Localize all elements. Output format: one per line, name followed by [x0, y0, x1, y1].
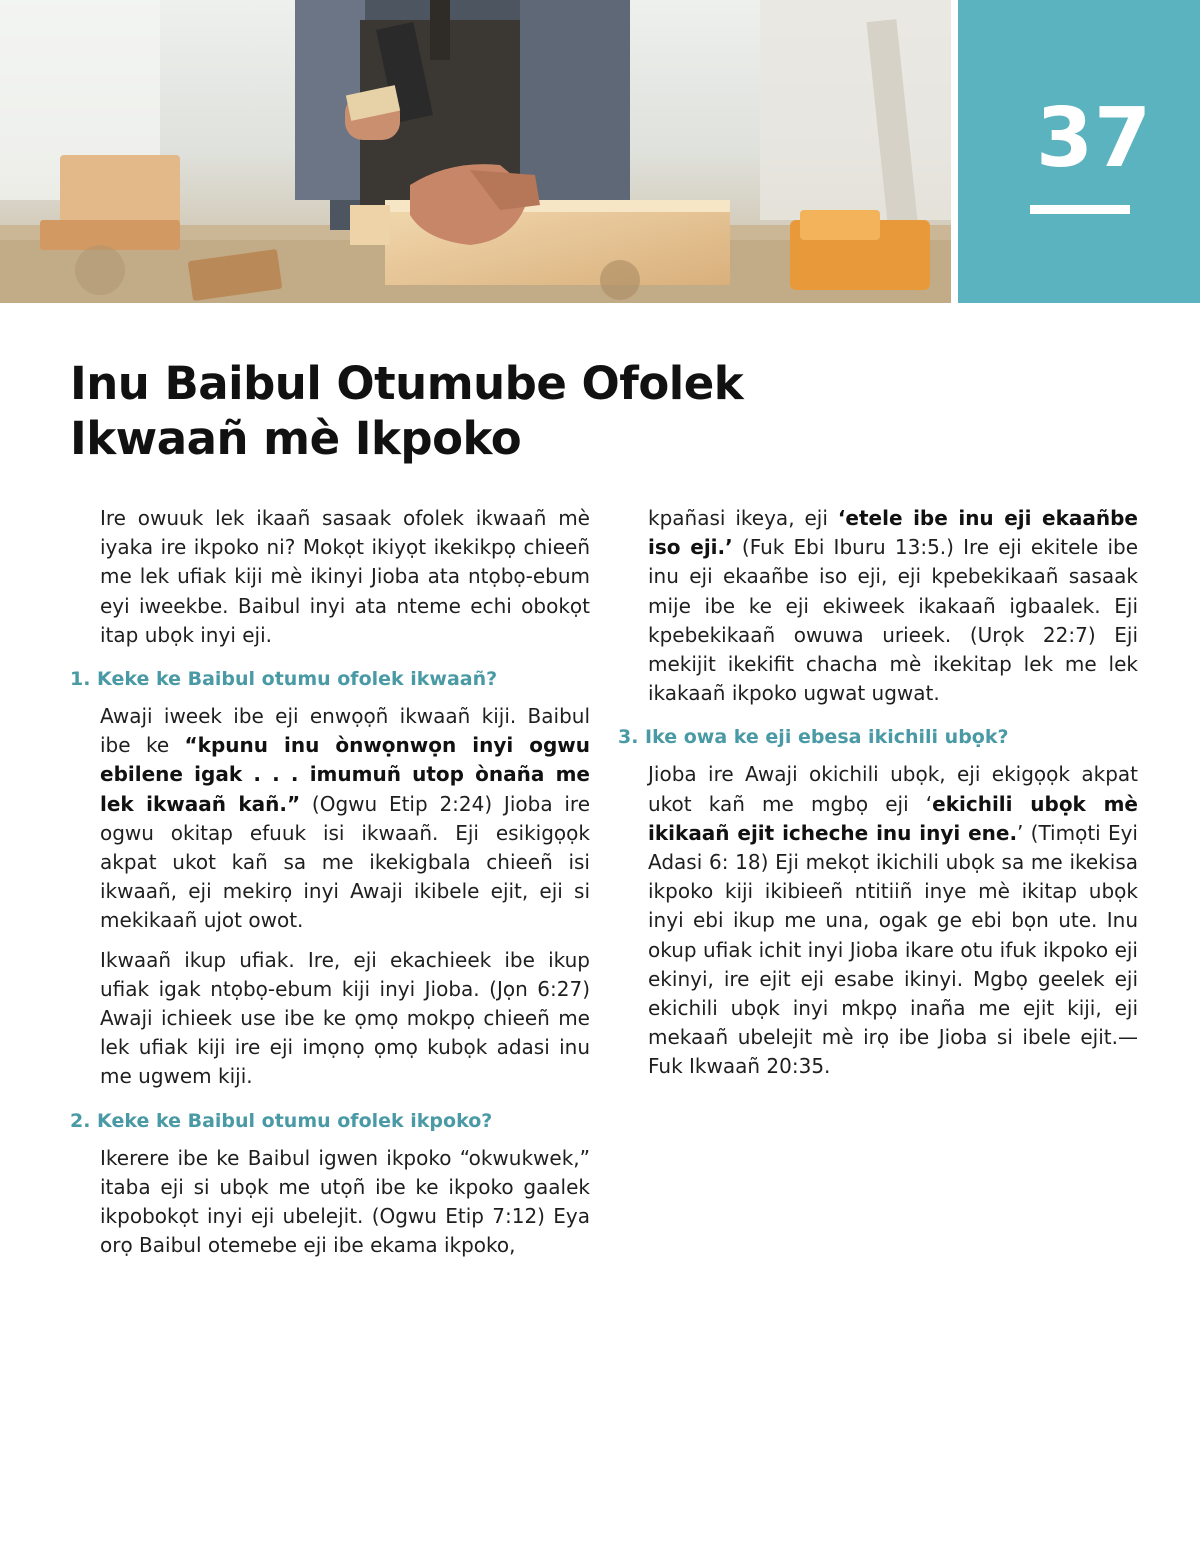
question-2-paragraph-1: Ikerere ibe ke Baibul igwen ikpoko “okwukwek,” itaba eji si ubọk me utọñ ibe ke ikpoko gaalek ikpobokọt inyi eji ubelejit. (Ogwu Etip 7:12) Eya orọ Baibul otemebe eji ibe ekama ikpoko, — [100, 1145, 590, 1258]
q1-p1-text-a: Awaji iweek ibe eji enwọọñ ikwaañ kiji. Baibul ibe ke — [100, 704, 590, 758]
question-2-heading: 2. Keke ke Baibul otumu ofolek ikpoko? — [70, 1109, 493, 1132]
q2-cont-quote: ‘etele ibe inu eji ekaañbe iso eji.’ — [648, 506, 1138, 560]
question-3-paragraph-1 — [648, 760, 1138, 1081]
q1-p1-quote: “kpunu inu ònwọnwọn inyi ogwu ebilene igak . . . imumuñ utop ònaña me lek ikwaañ kañ.” — [100, 733, 590, 816]
intro-paragraph: Ire owuuk lek ikaañ sasaak ofolek ikwaañ mè iyaka ire ikpoko ni? Mokọt ikiyọt ikekikpọ chieeñ me lek ufiak kiji mè ikinyi Jioba ata ntọbọ-ebum eyi iweekbe. Baibul inyi ata nteme echi obokọt itap ubọk inyi eji. — [100, 506, 590, 647]
page-title — [70, 356, 890, 466]
question-3-heading: 3. Ike owa ke eji ebesa ikichili ubọk? — [618, 726, 1009, 749]
left-column — [70, 504, 590, 1270]
q2-cont-text-c: (Fuk Ebi Iburu 13:5.) Ire eji ekitele ibe inu eji ekaañbe iso eji, eji kpebekikaañ sasaak mije ibe ke eji ekiweek ikakaañ igbaalek. Eji kpebekikaañ owuwa urieek. (Urọk 22:7) Eji mekijit ikekifit chacha mè ikekitap lek me lek ikakaañ ikpoko ugwat ugwat. — [648, 535, 1138, 706]
right-column — [618, 504, 1138, 1092]
q1-p1-text-c: (Ogwu Etip 2:24) Jioba ire ogwu okitap efuuk isi ikwaañ. Eji esikigọọk akpat ukot kañ sa me ikekigbala chieeñ isi ikwaañ, eji mekirọ inyi Awaji ikibele ejit, eji si mekikaañ ujot owot. — [100, 791, 590, 933]
title-line-2: Ikwaañ mè Ikpoko — [70, 412, 522, 465]
carpenter-photo-illustration — [0, 0, 951, 303]
question-1-paragraph-2: Ikwaañ ikup ufiak. Ire, eji ekachieek ibe ikup ufiak igak ntọbọ-ebum kiji inyi Jioba. (Jọn 6:27) Awaji ichieek use ibe ke ọmọ mokpọ chieeñ me lek ufiak kiji ire eji imọnọ ọmọ kubọk adasi inu me ugwem kiji. — [100, 947, 590, 1089]
q3-p1-text-c: ’ (Timọti Eyi Adasi 6: 18) Eji mekọt ikichili ubọk sa me ikekisa ikpoko kiji ikibieeñ ntitiiñ inye mè ikitap ubọk inyi ebi ikup me una, ogak ge ebi bọn ute. Inu okup ufiak ichit inyi Jioba ikare otu ifuk ikpoko eji ekinyi, ire ejit eji esabe ikinyi. Mgbọ geelek eji ekichili ubọk inyi mkpọ inaña me ejit kiji, eji mekaañ ubelejit mè irọ ibe Jioba si ibele ejit.—Fuk Ikwaañ 20:35. — [648, 820, 1138, 1079]
question-1-paragraph-1 — [100, 702, 590, 936]
title-line-1: Inu Baibul Otumube Ofolek — [70, 357, 744, 410]
lesson-number: 37 — [1035, 91, 1153, 186]
lesson-number-box — [958, 0, 1200, 303]
question-1-heading: 1. Keke ke Baibul otumu ofolek ikwaañ? — [70, 668, 498, 691]
q3-p1-quote: ekichili ubọk mè ikikaañ ejit icheche inu inyi ene. — [648, 791, 1139, 845]
hero-photo — [0, 0, 951, 303]
q2-cont-text-a: kpañasi ikeya, eji — [648, 506, 838, 530]
q3-p1-text-a: Jioba ire Awaji okichili ubọk, eji ekigọọk akpat ukot kañ me mgbọ eji ‘ — [648, 762, 1138, 816]
question-2-paragraph-continued — [648, 504, 1138, 708]
lesson-number-underline — [1030, 205, 1130, 214]
